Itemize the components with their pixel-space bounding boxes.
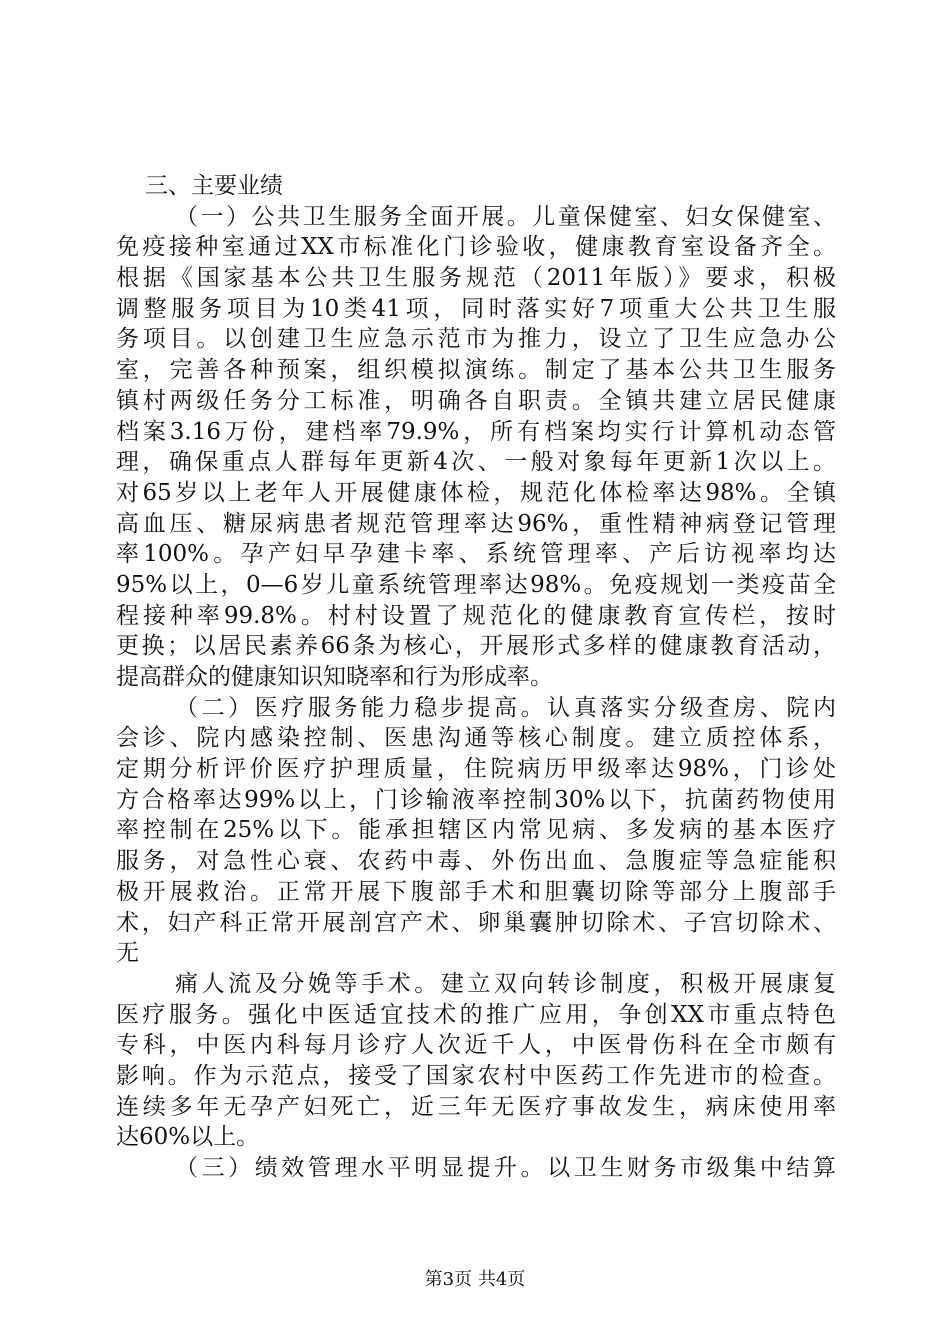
paragraph-line: 镇村两级任务分工标准，明确各自职责。全镇共建立居民健康 xyxy=(116,388,836,414)
paragraph-line: 档案3.16万份，建档率79.9%，所有档案均实行计算机动态管 xyxy=(116,419,836,445)
paragraph-line: 免疫接种室通过XX市标准化门诊验收，健康教育室设备齐全。 xyxy=(116,234,836,260)
paragraph-line: 方合格率达99%以上，门诊输液率控制30%以下，抗菌药物使用 xyxy=(116,787,836,813)
paragraph-line: 调整服务项目为10类41项，同时落实好7项重大公共卫生服 xyxy=(116,296,836,322)
paragraph-line: 更换；以居民素养66条为核心，开展形式多样的健康教育活动， xyxy=(116,633,836,659)
paragraph-line: 服务，对急性心衰、农药中毒、外伤出血、急腹症等急症能积 xyxy=(116,848,836,874)
paragraph-line: 医疗服务。强化中医适宜技术的推广应用，争创XX市重点特色 xyxy=(116,1002,836,1028)
page-footer: 第3页 共4页 xyxy=(424,1269,526,1290)
paragraph-line: 达60%以上。 xyxy=(116,1124,260,1150)
paragraph-line: 率100%。孕产妇早孕建卡率、系统管理率、产后访视率均达 xyxy=(116,541,836,567)
paragraph-line: （二）医疗服务能力稳步提高。认真落实分级查房、院内 xyxy=(175,695,836,721)
paragraph-line: 高血压、糖尿病患者规范管理率达96%，重性精神病登记管理 xyxy=(116,511,836,537)
paragraph-line: 定期分析评价医疗护理质量，住院病历甲级率达98%，门诊处 xyxy=(116,756,836,782)
paragraph-line: 极开展救治。正常开展下腹部手术和胆囊切除等部分上腹部手 xyxy=(116,879,836,905)
paragraph-line: 无 xyxy=(116,940,139,966)
paragraph-line: （三）绩效管理水平明显提升。以卫生财务市级集中结算 xyxy=(175,1155,836,1181)
paragraph-line: 室，完善各种预案，组织模拟演练。制定了基本公共卫生服务 xyxy=(116,357,836,383)
paragraph-line: 会诊、院内感染控制、医患沟通等核心制度。建立质控体系， xyxy=(116,725,836,751)
paragraph-line: 对65岁以上老年人开展健康体检，规范化体检率达98%。全镇 xyxy=(116,480,836,506)
paragraph-line: 术，妇产科正常开展剖宫产术、卵巢囊肿切除术、子宫切除术、 xyxy=(116,910,836,936)
paragraph-line: 影响。作为示范点，接受了国家农村中医药工作先进市的检查。 xyxy=(116,1063,836,1089)
paragraph-line: 提高群众的健康知识知晓率和行为形成率。 xyxy=(116,664,553,690)
paragraph-line: 痛人流及分娩等手术。建立双向转诊制度，积极开展康复 xyxy=(175,971,836,997)
paragraph-line: 理，确保重点人群每年更新4次、一般对象每年更新1次以上。 xyxy=(116,449,836,475)
paragraph-line: 根据《国家基本公共卫生服务规范（2011年版）》要求，积极 xyxy=(116,265,836,291)
paragraph-line: （一）公共卫生服务全面开展。儿童保健室、妇女保健室、 xyxy=(175,204,836,230)
paragraph-line: 95%以上，0—6岁儿童系统管理率达98%。免疫规划一类疫苗全 xyxy=(116,572,836,598)
paragraph-line: 务项目。以创建卫生应急示范市为推力，设立了卫生应急办公 xyxy=(116,326,836,352)
paragraph-line: 专科，中医内科每月诊疗人次近千人，中医骨伤科在全市颇有 xyxy=(116,1032,836,1058)
section-heading: 三、主要业绩 xyxy=(145,173,283,199)
paragraph-line: 程接种率99.8%。村村设置了规范化的健康教育宣传栏，按时 xyxy=(116,603,836,629)
paragraph-line: 连续多年无孕产妇死亡，近三年无医疗事故发生，病床使用率 xyxy=(116,1094,836,1120)
paragraph-line: 率控制在25%以下。能承担辖区内常见病、多发病的基本医疗 xyxy=(116,817,836,843)
